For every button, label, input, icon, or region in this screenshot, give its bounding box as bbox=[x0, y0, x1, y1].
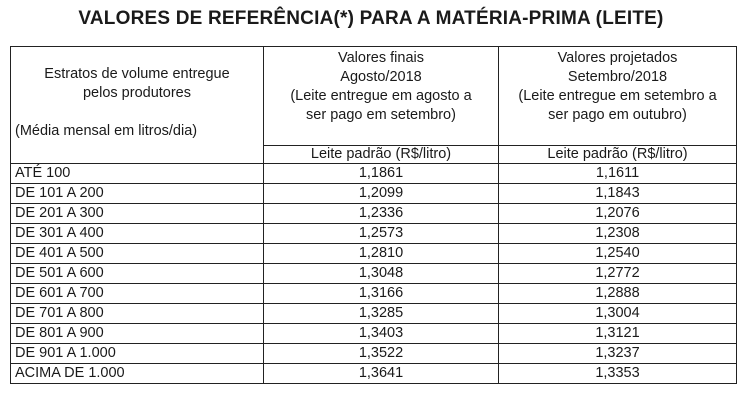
header-col1-line1: Estratos de volume entregue bbox=[44, 66, 230, 82]
final-value-cell: 1,2099 bbox=[264, 184, 499, 204]
table-row bbox=[11, 184, 737, 204]
projected-value-cell: 1,3353 bbox=[499, 364, 737, 384]
header-col1-note: (Média mensal em litros/dia) bbox=[15, 123, 198, 139]
table-row bbox=[11, 344, 737, 364]
table-row bbox=[11, 364, 737, 384]
volume-range-cell: DE 201 A 300 bbox=[11, 204, 264, 224]
header-col2-line3: (Leite entregue em agosto a bbox=[290, 88, 472, 104]
projected-value-cell: 1,2076 bbox=[499, 204, 737, 224]
volume-range-cell: ATÉ 100 bbox=[11, 164, 264, 184]
projected-value-cell: 1,2888 bbox=[499, 284, 737, 304]
projected-value-cell: 1,2540 bbox=[499, 244, 737, 264]
final-value-cell: 1,3641 bbox=[264, 364, 499, 384]
header-col1-title bbox=[15, 65, 259, 103]
header-projected-values bbox=[499, 47, 737, 146]
volume-range-cell: ACIMA DE 1.000 bbox=[11, 364, 264, 384]
table-row bbox=[11, 204, 737, 224]
volume-range-cell: DE 501 A 600 bbox=[11, 264, 264, 284]
reference-values-table bbox=[10, 46, 737, 384]
volume-range-cell: DE 901 A 1.000 bbox=[11, 344, 264, 364]
header-col1-line2: pelos produtores bbox=[82, 85, 191, 101]
table-row bbox=[11, 324, 737, 344]
document-title: VALORES DE REFERÊNCIA(*) PARA A MATÉRIA-PRIMA (LEITE) bbox=[78, 8, 664, 29]
final-value-cell: 1,2336 bbox=[264, 204, 499, 224]
header-final-values bbox=[264, 47, 499, 146]
header-col3-line3: (Leite entregue em setembro a bbox=[518, 88, 717, 104]
projected-value-cell: 1,1611 bbox=[499, 164, 737, 184]
header-col2-line2: Agosto/2018 bbox=[340, 69, 422, 85]
final-value-cell: 1,3403 bbox=[264, 324, 499, 344]
final-value-cell: 1,3285 bbox=[264, 304, 499, 324]
final-value-cell: 1,3522 bbox=[264, 344, 499, 364]
final-value-cell: 1,3048 bbox=[264, 264, 499, 284]
projected-value-cell: 1,2772 bbox=[499, 264, 737, 284]
table-header-row bbox=[11, 47, 737, 146]
projected-value-cell: 1,1843 bbox=[499, 184, 737, 204]
volume-range-cell: DE 601 A 700 bbox=[11, 284, 264, 304]
table-row bbox=[11, 244, 737, 264]
header-col3-line4: ser pago em outubro) bbox=[548, 107, 687, 123]
final-value-cell: 1,2573 bbox=[264, 224, 499, 244]
table-row bbox=[11, 164, 737, 184]
table-row bbox=[11, 304, 737, 324]
table-row bbox=[11, 264, 737, 284]
final-value-cell: 1,2810 bbox=[264, 244, 499, 264]
final-value-cell: 1,1861 bbox=[264, 164, 499, 184]
table-row bbox=[11, 224, 737, 244]
volume-range-cell: DE 301 A 400 bbox=[11, 224, 264, 244]
header-col2-unit: Leite padrão (R$/litro) bbox=[264, 146, 499, 164]
volume-range-cell: DE 801 A 900 bbox=[11, 324, 264, 344]
volume-range-cell: DE 401 A 500 bbox=[11, 244, 264, 264]
header-col3-unit: Leite padrão (R$/litro) bbox=[499, 146, 737, 164]
volume-range-cell: DE 101 A 200 bbox=[11, 184, 264, 204]
header-col3-line1: Valores projetados bbox=[557, 50, 678, 66]
final-value-cell: 1,3166 bbox=[264, 284, 499, 304]
header-col2-line1: Valores finais bbox=[338, 50, 424, 66]
projected-value-cell: 1,2308 bbox=[499, 224, 737, 244]
volume-range-cell: DE 701 A 800 bbox=[11, 304, 264, 324]
header-volume-strata bbox=[11, 47, 264, 164]
projected-value-cell: 1,3237 bbox=[499, 344, 737, 364]
table-row bbox=[11, 284, 737, 304]
projected-value-cell: 1,3004 bbox=[499, 304, 737, 324]
header-col2-line4: ser pago em setembro) bbox=[306, 107, 456, 123]
header-col3-line2: Setembro/2018 bbox=[567, 69, 668, 85]
projected-value-cell: 1,3121 bbox=[499, 324, 737, 344]
